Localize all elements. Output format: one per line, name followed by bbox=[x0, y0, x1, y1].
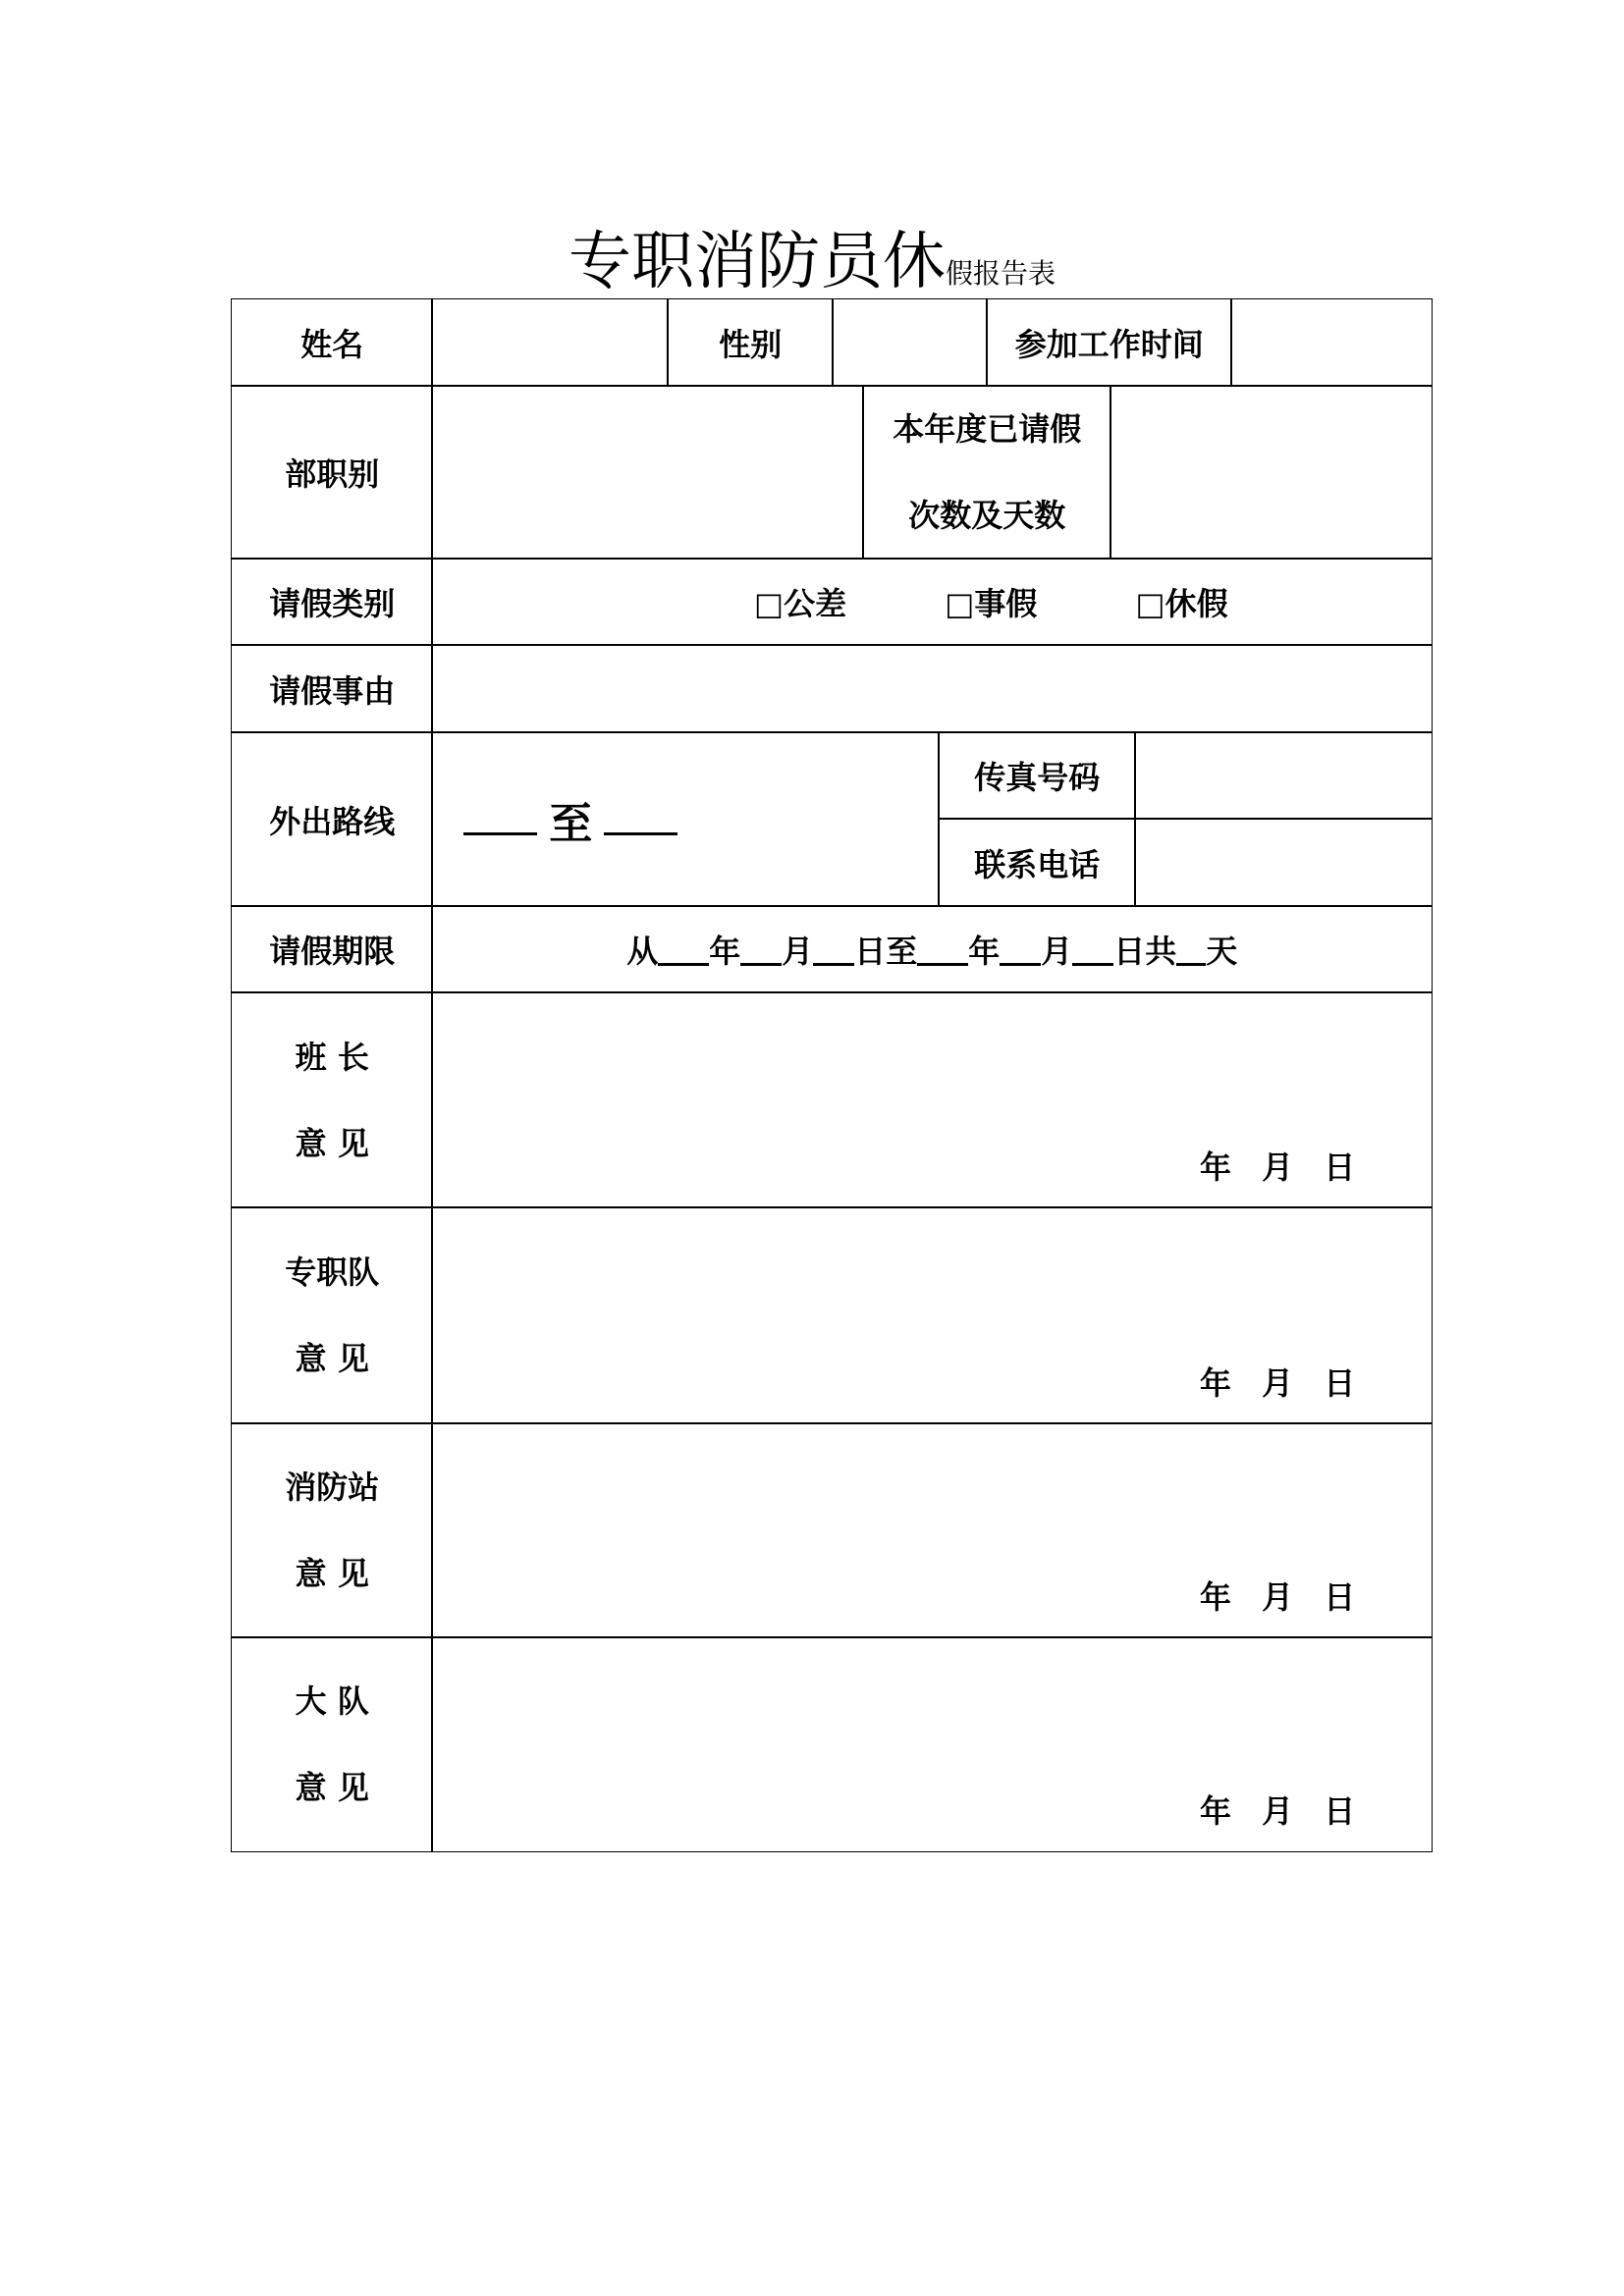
opinion-date: 年 月 日 bbox=[1199, 1148, 1356, 1187]
opinion-subtitle: 意 见 bbox=[295, 1769, 369, 1807]
opinion-date: 年 月 日 bbox=[1199, 1578, 1356, 1617]
leave-count-line1: 本年度已请假 bbox=[893, 410, 1082, 449]
name-field[interactable] bbox=[431, 298, 669, 387]
period-year: 年 bbox=[709, 933, 741, 971]
label-squad-leader-opinion bbox=[231, 991, 433, 1208]
label-team-opinion bbox=[231, 1206, 433, 1424]
label-gender: 性别 bbox=[667, 298, 834, 387]
opinion-subtitle: 意 见 bbox=[295, 1340, 369, 1378]
checkbox-personal[interactable]: □事假 bbox=[945, 585, 1038, 623]
team-opinion-field[interactable] bbox=[431, 1206, 1433, 1424]
checkbox-business[interactable]: □公差 bbox=[753, 585, 847, 623]
label-brigade-opinion bbox=[231, 1636, 433, 1852]
opinion-title: 班 长 bbox=[295, 1038, 369, 1076]
station-opinion-field[interactable] bbox=[431, 1422, 1433, 1638]
route-field[interactable] bbox=[431, 731, 940, 907]
squad-leader-opinion-field[interactable] bbox=[431, 991, 1433, 1208]
label-dept: 部职别 bbox=[231, 385, 433, 560]
label-leave-type: 请假类别 bbox=[231, 558, 433, 646]
phone-field[interactable] bbox=[1134, 818, 1433, 907]
period-month: 月 bbox=[782, 933, 814, 971]
opinion-title: 大 队 bbox=[295, 1682, 369, 1721]
brigade-opinion-field[interactable] bbox=[431, 1636, 1433, 1852]
opinion-title: 消防站 bbox=[285, 1468, 380, 1507]
label-reason: 请假事由 bbox=[231, 644, 433, 733]
label-fax: 传真号码 bbox=[938, 731, 1136, 820]
period-day-total: 日共 bbox=[1113, 933, 1177, 971]
route-from-blank[interactable] bbox=[463, 803, 537, 835]
label-work-start: 参加工作时间 bbox=[986, 298, 1232, 387]
page-title bbox=[0, 211, 1624, 301]
opinion-title: 专职队 bbox=[285, 1254, 380, 1292]
checkbox-vacation[interactable]: □休假 bbox=[1135, 585, 1228, 623]
work-start-field[interactable] bbox=[1230, 298, 1433, 387]
reason-field[interactable] bbox=[431, 644, 1433, 733]
period-month2: 月 bbox=[1041, 933, 1073, 971]
route-to-label: 至 bbox=[549, 798, 593, 849]
label-period: 请假期限 bbox=[231, 905, 433, 993]
period-day-to: 日至 bbox=[854, 933, 918, 971]
title-suffix: 假报告表 bbox=[945, 257, 1056, 290]
period-days: 天 bbox=[1206, 933, 1238, 971]
title-main: 专职消防员休 bbox=[568, 226, 946, 298]
opinion-date: 年 月 日 bbox=[1199, 1792, 1356, 1831]
opinion-subtitle: 意 见 bbox=[295, 1555, 369, 1593]
gender-field[interactable] bbox=[832, 298, 988, 387]
period-field[interactable] bbox=[431, 905, 1433, 993]
label-station-opinion bbox=[231, 1422, 433, 1638]
period-from: 从 bbox=[626, 933, 659, 971]
period-year2: 年 bbox=[968, 933, 1001, 971]
fax-field[interactable] bbox=[1134, 731, 1433, 820]
route-to-blank[interactable] bbox=[604, 803, 677, 835]
label-route: 外出路线 bbox=[231, 731, 433, 907]
dept-field[interactable] bbox=[431, 385, 864, 560]
label-phone: 联系电话 bbox=[938, 818, 1136, 907]
opinion-subtitle: 意 见 bbox=[295, 1124, 369, 1162]
leave-type-options bbox=[431, 558, 1433, 646]
leave-count-field[interactable] bbox=[1110, 385, 1433, 560]
opinion-date: 年 月 日 bbox=[1199, 1364, 1356, 1403]
label-leave-count bbox=[862, 385, 1111, 560]
label-name: 姓名 bbox=[231, 298, 433, 387]
leave-count-line2: 次数及天数 bbox=[908, 497, 1066, 535]
